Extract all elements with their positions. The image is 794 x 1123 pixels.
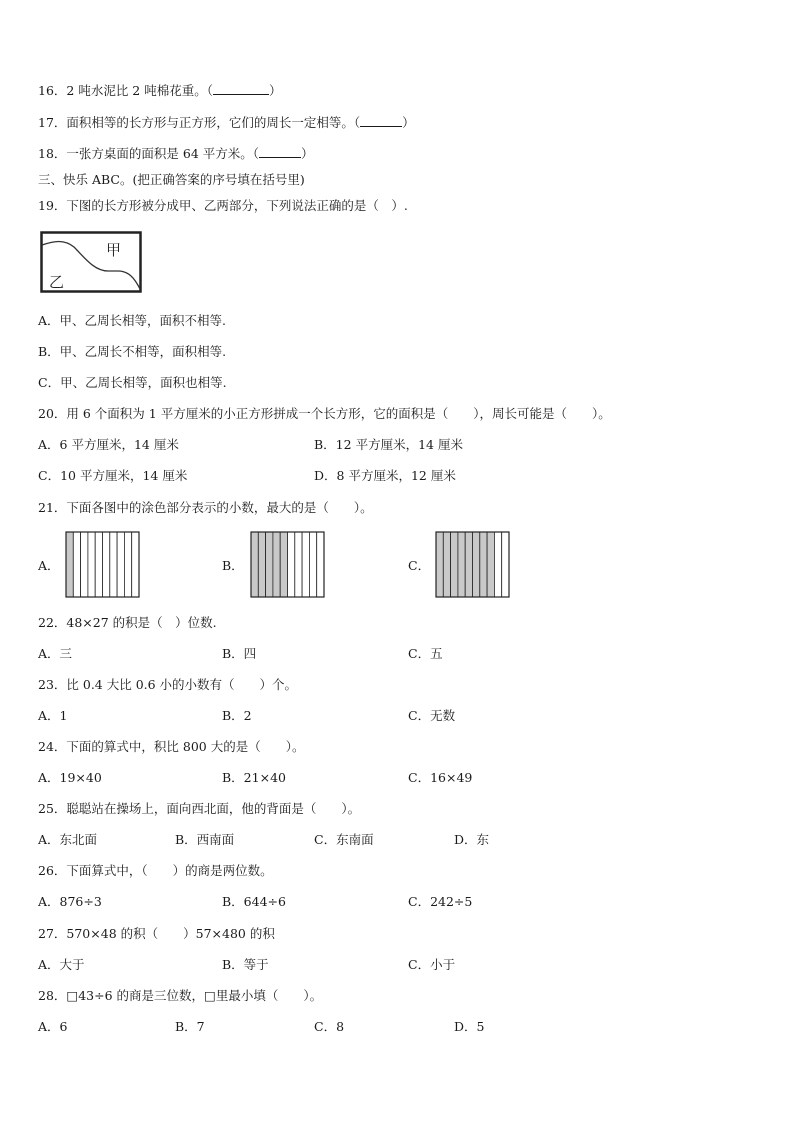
unshaded-strip — [103, 532, 110, 597]
shaded-strip — [66, 532, 73, 597]
unshaded-strip — [81, 532, 88, 597]
question-24-text: 24．下面的算式中，积比 800 大的是（ ）。 — [38, 739, 305, 754]
option-27-a[interactable]: A．大于 — [38, 957, 85, 972]
shaded-strip — [451, 532, 458, 597]
unshaded-strip — [317, 532, 324, 597]
option-28-d[interactable]: D．5 — [454, 1019, 485, 1034]
option-19-c[interactable]: C．甲、乙周长相等，面积也相等. — [38, 375, 227, 390]
figure-label-yi: 乙 — [49, 273, 65, 291]
unshaded-strip — [288, 532, 295, 597]
unshaded-strip — [73, 532, 80, 597]
option-21-a-label[interactable]: A． — [38, 558, 60, 573]
question-25-text: 25．聪聪站在操场上，面向西北面，他的背面是（ ）。 — [38, 801, 361, 816]
unshaded-strip — [502, 532, 509, 597]
option-23-a[interactable]: A．1 — [38, 708, 68, 723]
answer-blank-18[interactable] — [259, 146, 301, 158]
shaded-strip — [251, 532, 258, 597]
unshaded-strip — [117, 532, 124, 597]
option-20-c[interactable]: C．10 平方厘米，14 厘米 — [38, 468, 188, 483]
question-22-text: 22．48×27 的积是（ ）位数. — [38, 615, 217, 630]
question-16 — [38, 83, 282, 99]
shaded-strip — [443, 532, 450, 597]
shaded-strip — [258, 532, 265, 597]
question-18-close: ） — [301, 146, 314, 161]
option-19-b[interactable]: B．甲、乙周长不相等，面积相等. — [38, 344, 227, 359]
question-21-text: 21．下面各图中的涂色部分表示的小数，最大的是（ ）。 — [38, 500, 373, 515]
unshaded-strip — [110, 532, 117, 597]
question-19-figure — [40, 231, 142, 293]
option-26-b[interactable]: B．644÷6 — [222, 894, 286, 909]
question-26-text: 26．下面算式中，（ ）的商是两位数。 — [38, 863, 273, 878]
option-24-b[interactable]: B．21×40 — [222, 770, 286, 785]
unshaded-strip — [132, 532, 139, 597]
question-16-close: ） — [268, 83, 282, 98]
question-27-text: 27．570×48 的积（ ）57×480 的积 — [38, 926, 275, 941]
shaded-strip — [266, 532, 273, 597]
option-19-a[interactable]: A．甲、乙周长相等，面积不相等. — [38, 313, 227, 328]
shaded-strip — [480, 532, 487, 597]
option-26-a[interactable]: A．876÷3 — [38, 894, 102, 909]
figure-label-jia: 甲 — [106, 241, 122, 259]
option-23-c[interactable]: C．无数 — [408, 708, 456, 723]
option-21-c-label[interactable]: C． — [408, 558, 431, 573]
option-23-b[interactable]: B．2 — [222, 708, 252, 723]
option-21-b-label[interactable]: B． — [222, 558, 244, 573]
shaded-strip — [280, 532, 287, 597]
question-28-text: 28．□43÷6 的商是三位数，□里最小填（ ）。 — [38, 988, 323, 1003]
question-17-close: ） — [402, 115, 415, 130]
option-26-c[interactable]: C．242÷5 — [408, 894, 473, 909]
shaded-strip — [436, 532, 443, 597]
unshaded-strip — [302, 532, 309, 597]
question-18-text: 18．一张方桌面的面积是 64 平方米。（ — [38, 146, 260, 161]
unshaded-strip — [95, 532, 102, 597]
shaded-strip — [473, 532, 480, 597]
question-16-text: 16．2 吨水泥比 2 吨棉花重。（ — [38, 83, 213, 98]
option-22-b[interactable]: B．四 — [222, 646, 257, 661]
option-22-c[interactable]: C．五 — [408, 646, 443, 661]
shaded-strip — [458, 532, 465, 597]
option-20-d[interactable]: D．8 平方厘米，12 厘米 — [314, 468, 456, 483]
question-20-text: 20．用 6 个面积为 1 平方厘米的小正方形拼成一个长方形，它的面积是（ ），周长可能是（ ）。 — [38, 406, 611, 421]
shaded-strip — [487, 532, 494, 597]
option-24-c[interactable]: C．16×49 — [408, 770, 473, 785]
question-17-text: 17．面积相等的长方形与正方形，它们的周长一定相等。（ — [38, 115, 361, 130]
option-28-a[interactable]: A．6 — [38, 1019, 68, 1034]
unshaded-strip — [309, 532, 316, 597]
question-18 — [38, 146, 314, 162]
option-21-a-figure[interactable] — [65, 531, 140, 598]
option-22-a[interactable]: A．三 — [38, 646, 73, 661]
option-20-a[interactable]: A．6 平方厘米，14 厘米 — [38, 437, 179, 452]
unshaded-strip — [494, 532, 501, 597]
question-17 — [38, 115, 415, 131]
option-25-c[interactable]: C．东南面 — [314, 832, 374, 847]
answer-blank-16[interactable] — [213, 83, 269, 95]
option-21-c-figure[interactable] — [435, 531, 510, 598]
answer-blank-17[interactable] — [360, 115, 402, 127]
unshaded-strip — [124, 532, 131, 597]
question-19-text: 19．下图的长方形被分成甲、乙两部分，下列说法正确的是（ ）. — [38, 198, 408, 213]
option-27-c[interactable]: C．小于 — [408, 957, 456, 972]
shaded-strip — [273, 532, 280, 597]
option-25-a[interactable]: A．东北面 — [38, 832, 98, 847]
option-25-d[interactable]: D．东 — [454, 832, 490, 847]
option-20-b[interactable]: B．12 平方厘米，14 厘米 — [314, 437, 463, 452]
shaded-strip — [465, 532, 472, 597]
option-27-b[interactable]: B．等于 — [222, 957, 269, 972]
option-28-b[interactable]: B．7 — [175, 1019, 205, 1034]
question-23-text: 23．比 0.4 大比 0.6 小的小数有（ ）个。 — [38, 677, 298, 692]
unshaded-strip — [295, 532, 302, 597]
option-25-b[interactable]: B．西南面 — [175, 832, 235, 847]
option-24-a[interactable]: A．19×40 — [38, 770, 102, 785]
section-3-heading: 三、快乐 ABC。(把正确答案的序号填在括号里) — [38, 172, 305, 187]
option-28-c[interactable]: C．8 — [314, 1019, 345, 1034]
option-21-b-figure[interactable] — [250, 531, 325, 598]
unshaded-strip — [88, 532, 95, 597]
